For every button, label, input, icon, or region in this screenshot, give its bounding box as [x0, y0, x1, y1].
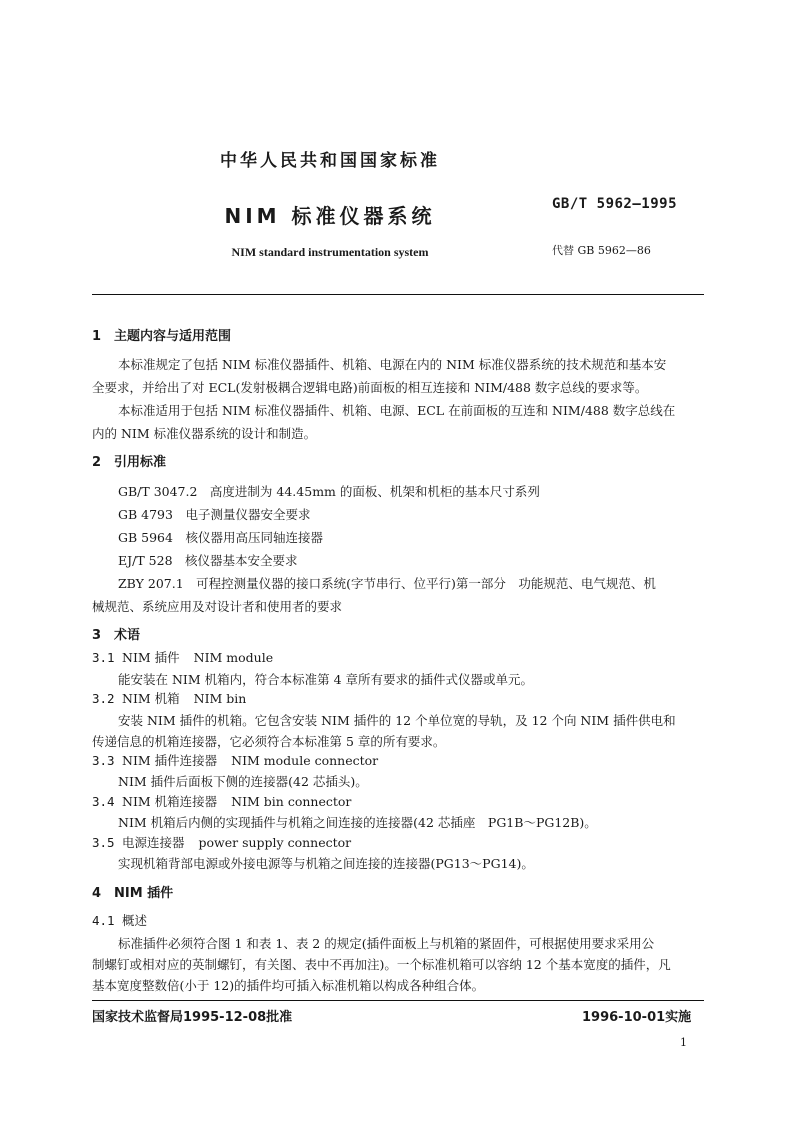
term-3-3-heading: 3.3 NIM 插件连接器 NIM module connector: [92, 753, 379, 768]
term-cn: 电源连接器: [122, 835, 185, 850]
section-2-heading: [92, 451, 166, 470]
page-number: 1: [680, 1036, 687, 1049]
term-en: NIM module: [193, 650, 274, 665]
reference-item: EJ/T 528 核仪器基本安全要求: [118, 553, 298, 568]
term-3-1-heading: 3.1 NIM 插件 NIM module: [92, 650, 274, 665]
standard-number: GB/T 5962—1995: [552, 196, 678, 212]
term-definition: 能安装在 NIM 机箱内，符合本标准第 4 章所有要求的插件式仪器或单元。: [118, 672, 534, 687]
section-title: 术语: [114, 628, 141, 643]
subsection-title: 概述: [122, 913, 148, 928]
paragraph-line: 制螺钉或相对应的英制螺钉，有关图、表中不再加注)。一个标准机箱可以容纳 12 个基本宽度的插件，凡: [92, 957, 671, 972]
term-3-5-heading: 3.5 电源连接器 power supply connector: [92, 835, 352, 850]
replaces-note: 代替 GB 5962—86: [552, 244, 651, 257]
section-4-heading: [92, 882, 173, 901]
term-definition: NIM 机箱后内侧的实现插件与机箱之间连接的连接器(42 芯插座 PG1B～PG12B)。: [118, 815, 597, 830]
approval-date: 国家技术监督局1995-12-08批准: [92, 1010, 293, 1025]
reference-item: GB 5964 核仪器用高压同轴连接器: [118, 530, 323, 545]
section-number: 1: [92, 329, 102, 344]
term-definition: NIM 插件后面板下侧的连接器(42 芯插头)。: [118, 774, 368, 789]
term-en: NIM module connector: [231, 753, 379, 768]
term-en: NIM bin connector: [231, 794, 352, 809]
term-3-4-heading: 3.4 NIM 机箱连接器 NIM bin connector: [92, 794, 352, 809]
term-cn: NIM 插件: [122, 650, 180, 665]
term-definition: 传递信息的机箱连接器，它必须符合本标准第 5 章的所有要求。: [92, 734, 446, 749]
term-en: power supply connector: [198, 835, 352, 850]
term-en: NIM bin: [193, 691, 247, 706]
term-definition: 安装 NIM 插件的机箱。它包含安装 NIM 插件的 12 个单位宽的导轨，及 12 个向 NIM 插件供电和: [118, 713, 676, 728]
standard-title-cn: NIM 标准仪器系统: [224, 204, 436, 228]
section-number: 2: [92, 455, 102, 470]
paragraph-line: 基本宽度整数倍(小于 12)的插件均可插入标准机箱以构成各种组合体。: [92, 978, 485, 993]
section-number: 4: [92, 886, 102, 901]
reference-item-continued: 械规范、系统应用及对设计者和使用者的要求: [92, 599, 343, 614]
standard-title-en: NIM standard instrumentation system: [231, 245, 429, 259]
term-cn: NIM 机箱连接器: [122, 794, 218, 809]
section-title: 主题内容与适用范围: [114, 329, 232, 344]
header-divider: [92, 294, 704, 295]
paragraph-line: 本标准规定了包括 NIM 标准仪器插件、机箱、电源在内的 NIM 标准仪器系统的技术规范和基本安: [118, 357, 667, 372]
reference-item: GB 4793 电子测量仪器安全要求: [118, 507, 311, 522]
term-3-2-heading: 3.2 NIM 机箱 NIM bin: [92, 691, 247, 706]
effective-date: 1996-10-01实施: [582, 1010, 692, 1025]
footer-divider: [92, 1000, 704, 1001]
term-cn: NIM 插件连接器: [122, 753, 218, 768]
paragraph-line: 本标准适用于包括 NIM 标准仪器插件、机箱、电源、ECL 在前面板的互连和 NIM/488 数字总线在: [118, 403, 676, 418]
section-number: 3: [92, 628, 102, 643]
issuing-country: 中华人民共和国国家标准: [220, 151, 440, 171]
section-3-heading: [92, 624, 140, 643]
reference-item: GB/T 3047.2 高度进制为 44.45mm 的面板、机架和机柜的基本尺寸系列: [118, 484, 540, 499]
term-definition: 实现机箱背部电源或外接电源等与机箱之间连接的连接器(PG13～PG14)。: [118, 856, 534, 871]
paragraph-line: 标准插件必须符合图 1 和表 1、表 2 的规定(插件面板上与机箱的紧固件，可根据使用要求采用公: [118, 936, 655, 951]
term-cn: NIM 机箱: [122, 691, 180, 706]
section-title: NIM 插件: [114, 886, 174, 901]
section-title: 引用标准: [114, 455, 167, 470]
subsection-4-1-heading: 4.1 概述: [92, 913, 148, 928]
paragraph-line: 全要求，并给出了对 ECL(发射极耦合逻辑电路)前面板的相互连接和 NIM/488 数字总线的要求等。: [92, 380, 648, 395]
section-1-heading: [92, 325, 231, 344]
paragraph-line: 内的 NIM 标准仪器系统的设计和制造。: [92, 426, 317, 441]
reference-item: ZBY 207.1 可程控测量仪器的接口系统(字节串行、位平行)第一部分 功能规范、电气规范、机: [118, 576, 656, 591]
